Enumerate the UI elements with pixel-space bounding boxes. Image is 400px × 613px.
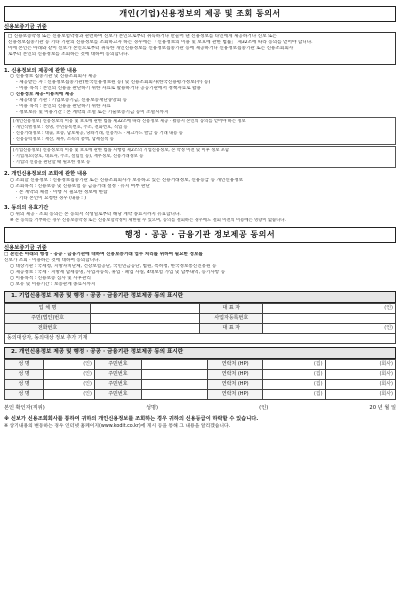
work-phone-field[interactable]: (회사) [325, 369, 395, 379]
intro-line: 이에 본인은 아래와 같이 신보가 본인으로부터 취득한 개인신용정보를 신용정보집중기관 등에 제공하거나 신용정보집중기관 또는 신용조회회사 [8, 45, 294, 51]
footer-warning: ※ 신보가 신용조회회사를 통하여 귀하의 개인신용정보를 조회하는 경우 귀하의 신용등급이 하락할 수 있습니다. [4, 415, 259, 422]
content-line: · 본 계약의 체결 · 이행 시 필요한 정보에 한함 [16, 190, 108, 196]
consent-form [4, 6, 396, 430]
table-row [5, 369, 396, 379]
confirmer-seal[interactable]: (인) [259, 405, 269, 412]
ceo2-field[interactable] [263, 323, 396, 333]
content-line: · 기타 본인이 요청한 경우 (내용 : ) [16, 196, 87, 202]
company-name-field[interactable] [91, 303, 200, 313]
id-field[interactable] [141, 389, 207, 399]
inquiry-content [4, 178, 396, 202]
date-field[interactable]: 20 년 월 일 [369, 405, 396, 412]
ceo-field[interactable] [263, 303, 396, 313]
box-line: [기업신용정보] 신용정보의 이용 및 보호에 관한 법률 시행령 제2조의 기업신용정보, 본 약정 이전 및 이후 정보 포함 [13, 148, 230, 154]
intro-line: 로부터 본인의 신용정보를 조회하는 것에 대하여 동의합니다. [8, 51, 130, 57]
seal-mark: (인) [83, 380, 92, 387]
id-field[interactable] [141, 379, 207, 389]
name-label: 성 명 [5, 359, 44, 369]
table-row [5, 379, 396, 389]
section-recipient-1: 신용보증기금 귀중 [4, 24, 47, 30]
seal-mark: (인) [384, 304, 393, 311]
work-phone-field[interactable]: (회사) [325, 359, 395, 369]
confirmer-name-label: 성명) [145, 405, 158, 412]
id-field[interactable] [141, 359, 207, 369]
tel-label: 연락처 (HP) [208, 389, 263, 399]
name-label: 성 명 [5, 369, 44, 379]
section-validity-title: 3. 동의의 유효기간 [4, 205, 49, 212]
bizno-label: 사업자등록번호 [200, 313, 263, 323]
ceo-label: 대 표 자 [200, 303, 263, 313]
work-phone-field[interactable]: (회사) [325, 379, 395, 389]
content-line: ○ 신용정보 제공·이용처에 제공 [10, 92, 74, 98]
content-line: 신보가 조회 · 이용하는 것에 대하여 동의합니다. [4, 257, 100, 263]
home-phone-field[interactable]: (집) [263, 379, 326, 389]
intro-line: 신용정보집중기관 등 기타 기관의 신용정보를 조회하고자 하는 경우에는 「신용정보의 이용 및 보호에 관한 법률」 제32조에 따라 동의를 얻어야 합니다. [8, 39, 313, 45]
ceo2-label: 대 표 자 [200, 323, 263, 333]
content-line: ○ 이용목적 : 신용보증 심사 및 사후관리 [10, 275, 91, 281]
tel-label: 연락처 (HP) [208, 369, 263, 379]
content-line: ○ 대상기관 : 국세청, 지방자치단체, 건강보험공단, 국민연금공단, 법원, 특허청, 한국정보통신진흥원 등 [10, 263, 217, 269]
seal-mark: (인) [83, 390, 92, 397]
home-phone-field[interactable]: (집) [263, 389, 326, 399]
work-phone-field[interactable]: (회사) [325, 389, 395, 399]
footer-note: ※ 상기내용의 변동하는 경우 인터넷 홈페이지(www.kodit.co.kr)에 게시 등을 통해 그 내용을 알리겠습니다. [4, 424, 231, 430]
seal-mark: (인) [83, 360, 92, 367]
jumin-label: 주민(법인)번호 [5, 313, 91, 323]
form-title-public-agency: 행정 · 공공 · 금융기관 정보제공 동의서 [4, 227, 396, 243]
seal-mark: (인) [384, 324, 393, 331]
personal-credit-info-box [10, 117, 396, 145]
intro-box [4, 32, 396, 65]
id-label: 주민번호 [94, 379, 141, 389]
form-title-credit-info: 개인(기업)신용정보의 제공 및 조회 동의서 [4, 6, 396, 22]
content-line: ○ 조회할 신용정보 : 신용정보집중기관 또는 신용조회회사가 보유하고 있는 신용거래정보, 신용등급 등 개인신용정보 [10, 178, 244, 184]
section-provision-title: 1. 신용정보의 제공에 관한 내용 [4, 67, 77, 74]
personal-consent-header: 2. 개인신용정보 제공 및 행정 · 공공 · 금융기관 정보제공 동의 표시란 [4, 347, 396, 359]
content-line: - 제공받는 자 : 신용정보집중기관(한국신용정보원 등) 및 신용조회회사(한국신용평가정보(주) 등) [16, 80, 211, 86]
intro-line: □ 신용보증약정 또는 신용보험약정과 관련하여 신보가 본인으로부터 취득하거나 만들어 낸 신용정보를 타인에게 제공하거나 신보 또는 [8, 33, 277, 39]
phone-field[interactable] [91, 323, 200, 333]
section-recipient-2: 신용보증기금 귀중 [4, 244, 47, 251]
box-line: · 신용거래정보 : 대출, 보증, 담보제공, 당좌거래, 신용카드 · 체크카드 발급 등 거래 내용 등 [13, 131, 183, 137]
company-name-label: 업 체 명 [5, 303, 91, 313]
name-field[interactable] [44, 369, 95, 379]
confirmation-row [4, 404, 396, 414]
public-agency-content [4, 252, 396, 288]
content-line: ○ 조회목적 : 신용보증 및 신용보험 등 금융거래 설정 · 유지 여부 판단 [10, 184, 150, 190]
home-phone-field[interactable]: (집) [263, 359, 326, 369]
content-line: □ 본인은 아래의 행정 · 공공 · 금융기관에 대하여 신용보증거래 업무 처리를 위하여 필요한 정보를 [4, 251, 203, 257]
tel-label: 연락처 (HP) [208, 379, 263, 389]
bizno-field[interactable] [263, 313, 396, 323]
tel-label: 연락처 (HP) [208, 359, 263, 369]
content-line: ※ 본 동의를 거부하는 경우 신용보증약정 또는 신용보험약정이 제한될 수 있으며, 동의를 철회하는 경우에도 철회 이전의 이용에는 영향이 없습니다. [10, 217, 286, 223]
name-label: 성 명 [5, 379, 44, 389]
name-label: 성 명 [5, 389, 44, 399]
id-field[interactable] [141, 369, 207, 379]
name-field[interactable] [44, 359, 95, 369]
name-field[interactable] [44, 389, 95, 399]
home-phone-field[interactable]: (집) [263, 369, 326, 379]
content-line: - 이용 목적 : 본인의 신용을 판단하기 위한 자료 [16, 104, 111, 110]
content-line: ○ 보유 및 이용기간 : 보증관계 종료시까지 [10, 281, 96, 287]
provision-content [4, 74, 396, 116]
table-row [5, 389, 396, 399]
id-label: 주민번호 [94, 359, 141, 369]
box-line: · 신용능력정보 : 재산, 채무, 소득의 총액, 납세실적 등 [13, 137, 114, 143]
box-line: · 기업의 신용을 판단할 때 필요한 정보 등 [13, 160, 91, 166]
jumin-field[interactable] [91, 313, 200, 323]
corporate-credit-info-box [10, 146, 396, 168]
content-line: ○ 제공정보 : 국세 · 지방세 납세증명, 사업자등록, 휴업 · 폐업 사실, 4대보험 가입 및 납부내역, 등기사항 등 [10, 269, 226, 275]
content-line: - 제공대상 기관 : 기업보증기금, 신용보증재단중앙회 등 [16, 98, 128, 104]
box-line: [개인신용정보] 신용정보의 이용 및 보호에 관한 법률 제32조에 따라 신용정보 제공 · 활용시 본인의 동의를 얻어야 하는 정보 [13, 119, 246, 125]
corporate-consent-header: 1. 기업신용정보 제공 및 행정 · 공공 · 금융기관 정보제공 동의 표시란 [4, 291, 396, 303]
content-line: ○ 신용정보 집중기관 및 신용조회회사 제공 [10, 74, 97, 80]
confirmer-label: 본인 확인자(직위) [4, 405, 45, 412]
corporate-consent-table [4, 303, 396, 344]
id-label: 주민번호 [94, 389, 141, 399]
seal-mark: (인) [83, 370, 92, 377]
content-line: - 이용 목적 : 본인의 신용을 판단하기 위한 자료로 활용하거나 공공기관에서 정책자료로 활용 [16, 86, 201, 92]
table-row [5, 359, 396, 369]
box-line: · 기업개요(상호, 대표자, 주소, 설립일 등), 재무정보, 신용거래정보 등 [13, 154, 144, 160]
box-line: · 개인식별정보 : 성명, 주민등록번호, 주소, 전화번호, 직업 등 [13, 125, 128, 131]
content-line: - 정보보유 및 이용기간 : 본 계약의 소멸 또는 기술보증기금 등이 소멸시까지 [16, 110, 169, 116]
additional-info-field[interactable]: 동의대상자, 동의대상 정보 추가 기재 [5, 333, 396, 343]
phone-label: 전화번호 [5, 323, 91, 333]
content-line: ○ 위의 제공 · 조회 동의는 본 동의서 작성일로부터 해당 계약 종료시까지 유효합니다. [10, 211, 181, 217]
validity-content [4, 212, 396, 224]
id-label: 주민번호 [94, 369, 141, 379]
name-field[interactable] [44, 379, 95, 389]
section-inquiry-title: 2. 개인신용정보의 조회에 관한 내용 [4, 171, 87, 178]
personal-consent-table [4, 359, 396, 400]
